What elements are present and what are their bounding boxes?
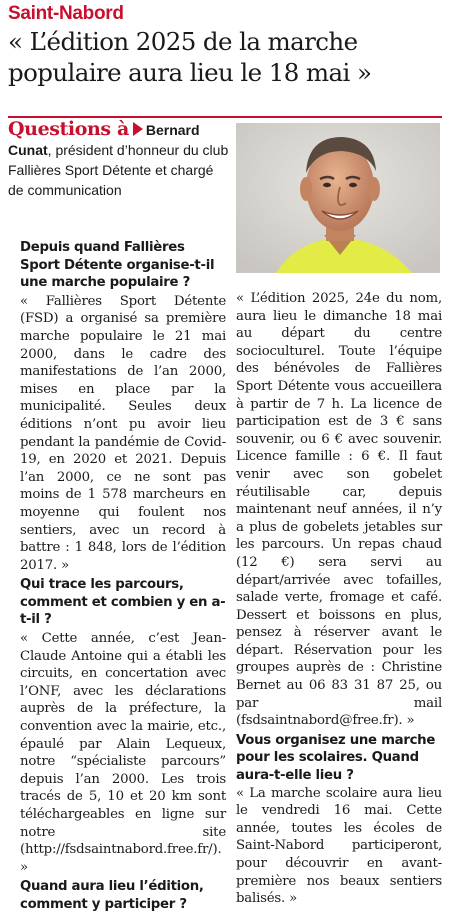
article-headline: « L’édition 2025 de la marche populaire aura lieu le 18 mai »: [8, 27, 372, 87]
interviewee-name: Bernard Cunat: [8, 122, 200, 158]
question-2: Qui trace les parcours, comment et combien y en a-t-il ?: [20, 577, 226, 628]
answer-3: « L’édition 2025, 24e du nom, aura lieu le dimanche 18 mai au départ du centre socioculturel. Toute l’équipe des bénévoles de Fallières Sport Détente vous accueillera à partir de 7 h. La licence de participation est de 3 € sans souvenir, ou 6 € avec souvenir. Licence famille : 6 €. Il faut venir avec son gobelet réutilisable car, depuis maintenant neuf années, il n’y a plus de gobelets jetables sur les parcours. Un repas chaud (12 €) sera servi au départ/arrivée avec tofailles, salade verte, fromage et café. Dessert et boissons en plus, pensez à réserver avant le départ. Réservation pour les groupes auprès de : Christine Bernet au 06 83 31 87 25, ou par mail (fsdsaintnabord@free.fr). »: [236, 291, 442, 729]
answer-2: « Cette année, c’est Jean-Claude Antoine qui a établi les circuits, en concertation avec l’ONF, avec les déclarations auprès de la préfecture, la convention avec la mairie, etc., épaulé par Alain Lequeux, notre “spécialiste parcours” depuis l’an 2000. Les trois tracés de 5, 10 et 20 km sont téléchargeables en ligne sur notre site (http://fsdsaintnabord.free.fr/). »: [20, 631, 226, 875]
question-4: Vous organisez une marche pour les scolaires. Quand aura-t-elle lieu ?: [236, 732, 436, 784]
interview-intro: [8, 120, 230, 201]
question-1: Depuis quand Fallières Sport Détente organise-t-il une marche populaire ?: [20, 240, 215, 291]
answer-1: « Fallières Sport Détente (FSD) a organisé sa première marche populaire le 21 mai 2000, dans le cadre des manifestations de l’an 2000, mises en place par la municipalité. Seules deux éditions n’ont pu avoir lieu pendant la pandémie de Covid-19, en 2020 et 2021. Depuis l’an 2000, ce ne sont pas moins de 1 578 marcheurs en moyenne qui foulent nos sentiers, avec un record à battre : 1 848, lors de l’édition 2017. »: [20, 293, 226, 573]
portrait-photo: [236, 123, 440, 273]
column-left: [20, 239, 226, 915]
portrait-illustration: [236, 123, 440, 273]
question-3: Quand aura lieu l’édition, comment y participer ?: [20, 879, 204, 912]
triangle-arrow-icon: [133, 122, 143, 136]
interviewee-role: , président d’honneur du club Fallières Sport Détente et chargé de communication: [8, 142, 229, 198]
questions-label: Questions à: [8, 118, 129, 140]
column-right: [236, 290, 442, 908]
article-kicker: Saint-Nabord: [8, 3, 124, 24]
answer-4: « La marche scolaire aura lieu le vendredi 16 mai. Cette année, toutes les écoles de Saint-Nabord participeront, pour découvrir en avant-première nos beaux sentiers balisés. »: [236, 785, 442, 907]
